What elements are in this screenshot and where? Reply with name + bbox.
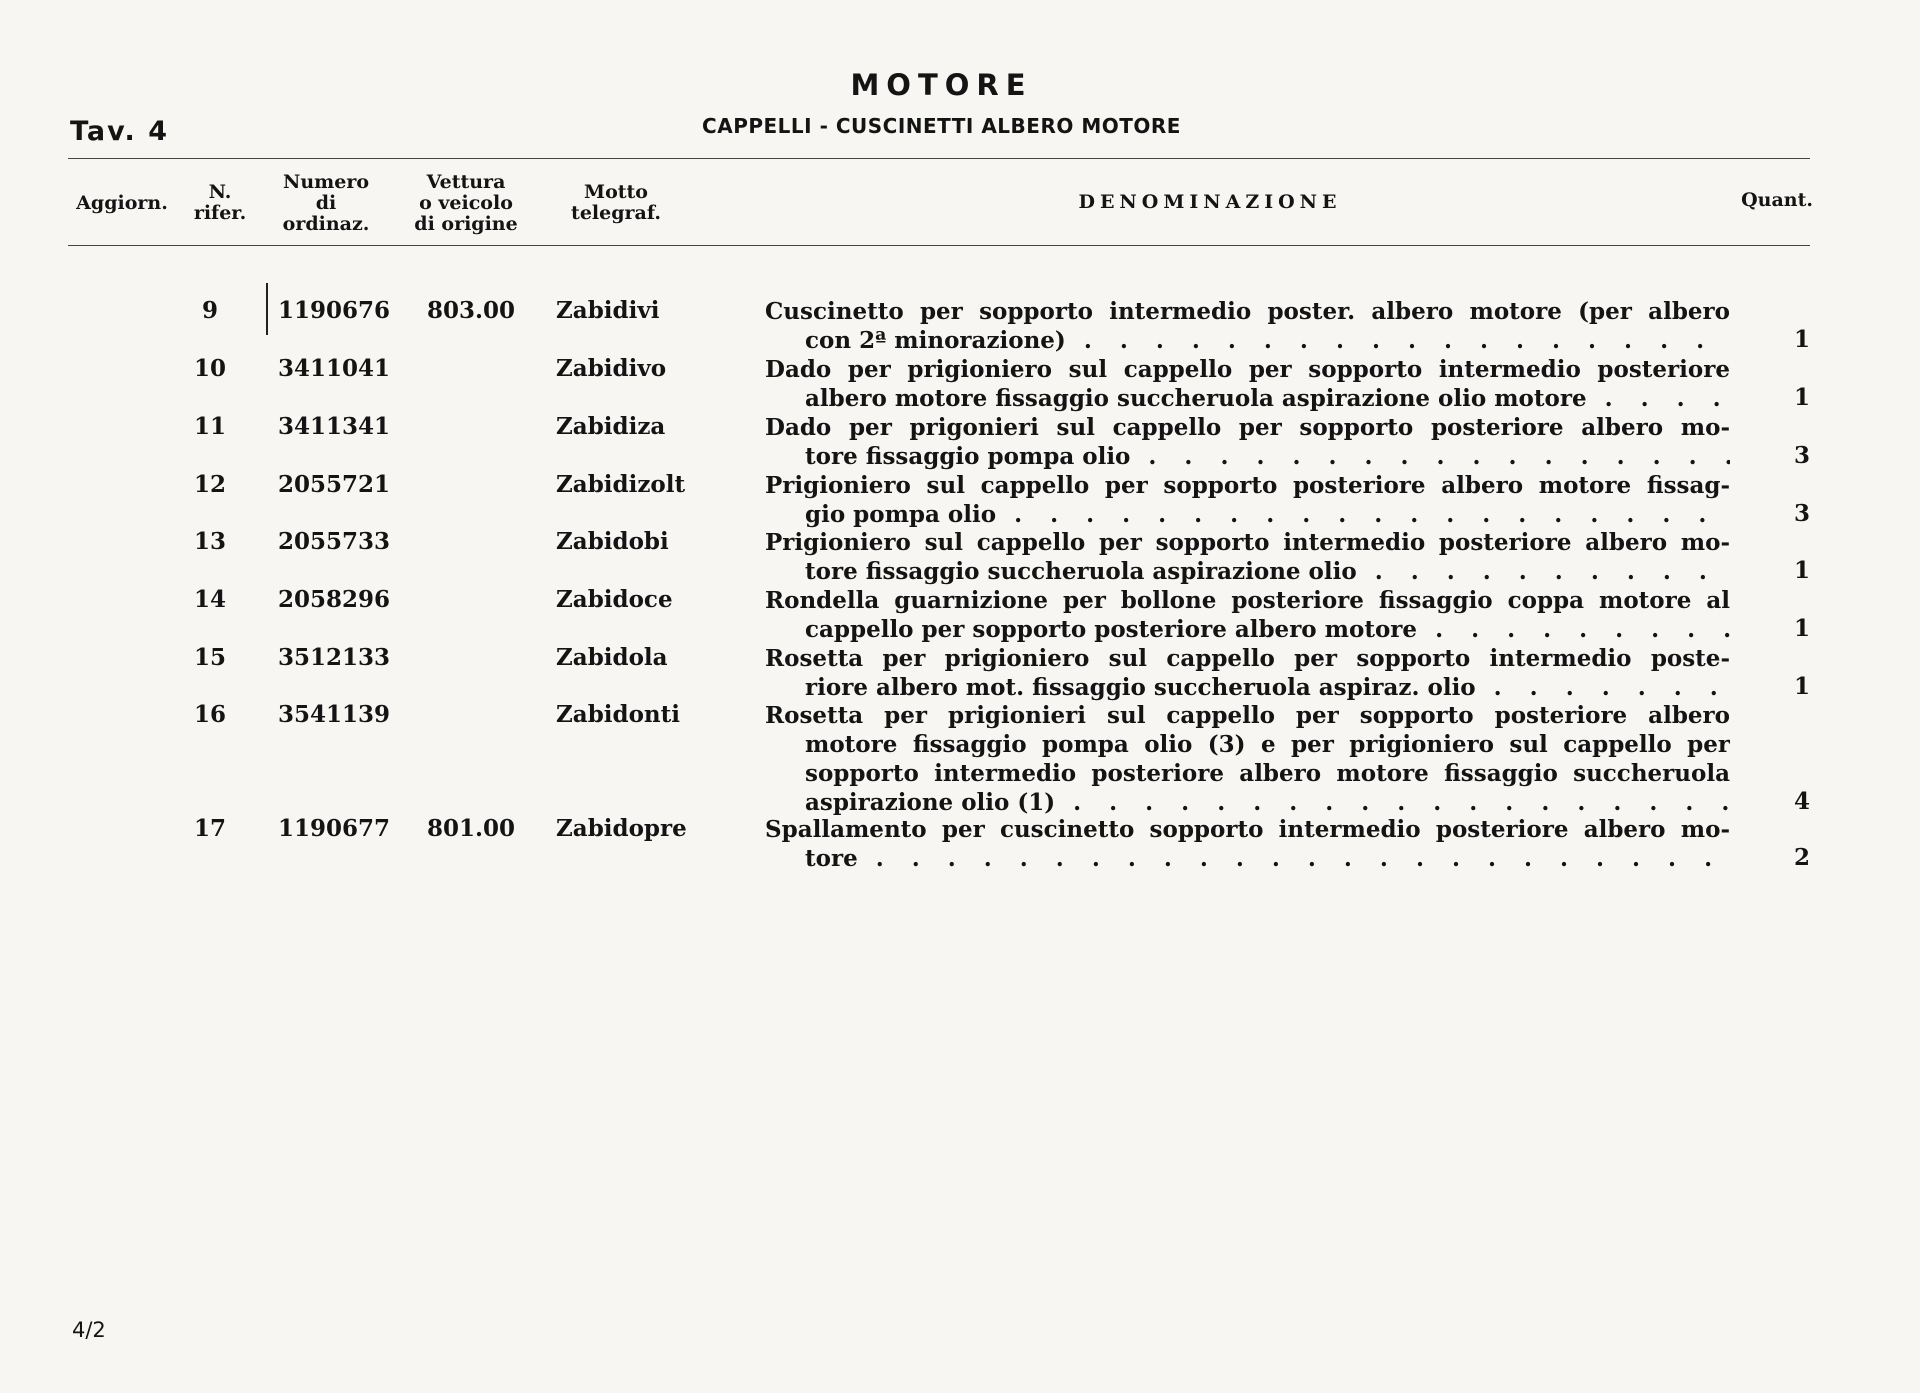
description-line: Dado per prigonieri sul cappello per sopporto posteriore albero mo- — [765, 414, 1730, 441]
description — [765, 355, 1730, 413]
description-line: Prigioniero sul cappello per sopporto posteriore albero motore fissag- — [765, 472, 1730, 499]
order-number: 3512133 — [278, 644, 391, 671]
description-line: tore fissaggio pompa olio . . . — [765, 442, 1730, 471]
description-line: riore albero mot. fissaggio succheruola aspiraz. olio . . . — [765, 673, 1730, 702]
page-subtitle: CAPPELLI - CUSCINETTI ALBERO MOTORE — [702, 114, 1181, 138]
header-top-rule — [68, 158, 1810, 159]
col-header-aggiorn: Aggiorn. — [76, 192, 168, 214]
description-line: Prigioniero sul cappello per sopporto intermedio posteriore albero mo- — [765, 529, 1730, 556]
description-line: Rondella guarnizione per bollone posteriore fissaggio coppa motore al — [765, 587, 1730, 614]
description-line: Cuscinetto per sopporto intermedio poster. albero motore (per albero — [765, 298, 1730, 325]
vehicle-origin: 803.00 — [427, 297, 516, 324]
description-line: gio pompa olio . . . — [765, 500, 1730, 529]
table-label: Tav. 4 — [70, 116, 169, 147]
telegraph-code: Zabidivi — [556, 297, 660, 324]
description-line: aspirazione olio (1) . . . — [765, 788, 1730, 817]
ref-number: 10 — [193, 355, 226, 382]
description-line: motore fissaggio pompa olio (3) e per prigioniero sul cappello per — [805, 731, 1730, 758]
ref-number: 16 — [193, 701, 226, 728]
description — [765, 413, 1730, 471]
quantity: 1 — [1793, 673, 1810, 700]
order-number: 1190676 — [278, 297, 391, 324]
quantity: 4 — [1793, 788, 1810, 815]
telegraph-code: Zabidopre — [556, 815, 687, 842]
description — [765, 701, 1730, 817]
quantity: 3 — [1793, 500, 1810, 527]
col-header-rifer: N. rifer. — [193, 181, 247, 224]
col-header-vettura: Vettura o veicolo di origine — [414, 171, 518, 235]
telegraph-code: Zabidiza — [556, 413, 666, 440]
telegraph-code: Zabidivo — [556, 355, 667, 382]
col-header-quant: Quant. — [1741, 189, 1813, 211]
description — [765, 528, 1730, 586]
quantity: 1 — [1793, 384, 1810, 411]
description-line: Dado per prigioniero sul cappello per sopporto intermedio posteriore — [765, 356, 1730, 383]
order-number: 1190677 — [278, 815, 391, 842]
order-number: 2055733 — [278, 528, 391, 555]
description — [765, 586, 1730, 644]
page-number: 4/2 — [72, 1318, 106, 1342]
order-number: 3411041 — [278, 355, 391, 382]
ref-number: 15 — [193, 644, 226, 671]
order-number: 2055721 — [278, 471, 391, 498]
ref-number: 13 — [193, 528, 226, 555]
description — [765, 815, 1730, 873]
description — [765, 471, 1730, 529]
ref-number: 11 — [193, 413, 226, 440]
quantity: 1 — [1793, 615, 1810, 642]
ref-number: 14 — [193, 586, 226, 613]
quantity: 1 — [1793, 326, 1810, 353]
ref-number: 12 — [193, 471, 226, 498]
ref-number: 17 — [193, 815, 226, 842]
telegraph-code: Zabidobi — [556, 528, 669, 555]
description-line: sopporto intermedio posteriore albero motore fissaggio succheruola — [805, 760, 1730, 787]
telegraph-code: Zabidola — [556, 644, 668, 671]
telegraph-code: Zabidonti — [556, 701, 681, 728]
quantity: 1 — [1793, 557, 1810, 584]
page-title: MOTORE — [850, 68, 1033, 102]
col-header-numero: Numero di ordinaz. — [282, 171, 370, 235]
order-number: 2058296 — [278, 586, 391, 613]
description-line: tore . . . — [765, 844, 1730, 873]
order-number: 3541139 — [278, 701, 391, 728]
description-line: Rosetta per prigionieri sul cappello per sopporto posteriore albero — [765, 702, 1730, 729]
header-bottom-rule — [68, 245, 1810, 246]
vehicle-origin: 801.00 — [427, 815, 516, 842]
telegraph-code: Zabidoce — [556, 586, 673, 613]
telegraph-code: Zabidizolt — [556, 471, 686, 498]
ref-number: 9 — [201, 297, 218, 324]
description-line: con 2ª minorazione) . . . — [765, 326, 1730, 355]
description-line: cappello per sopporto posteriore albero motore . . . — [765, 615, 1730, 644]
col-header-motto: Motto telegraf. — [571, 181, 661, 224]
description — [765, 297, 1730, 355]
order-number: 3411341 — [278, 413, 391, 440]
revision-bracket — [266, 283, 272, 335]
quantity: 3 — [1793, 442, 1810, 469]
col-header-denominazione: DENOMINAZIONE — [1078, 191, 1342, 213]
quantity: 2 — [1793, 844, 1810, 871]
description — [765, 644, 1730, 702]
description-line: tore fissaggio succheruola aspirazione olio . . . — [765, 557, 1730, 586]
description-line: Rosetta per prigioniero sul cappello per sopporto intermedio poste- — [765, 645, 1730, 672]
description-line: Spallamento per cuscinetto sopporto intermedio posteriore albero mo- — [765, 816, 1730, 843]
description-line: albero motore fissaggio succheruola aspirazione olio motore . . . — [765, 384, 1730, 413]
